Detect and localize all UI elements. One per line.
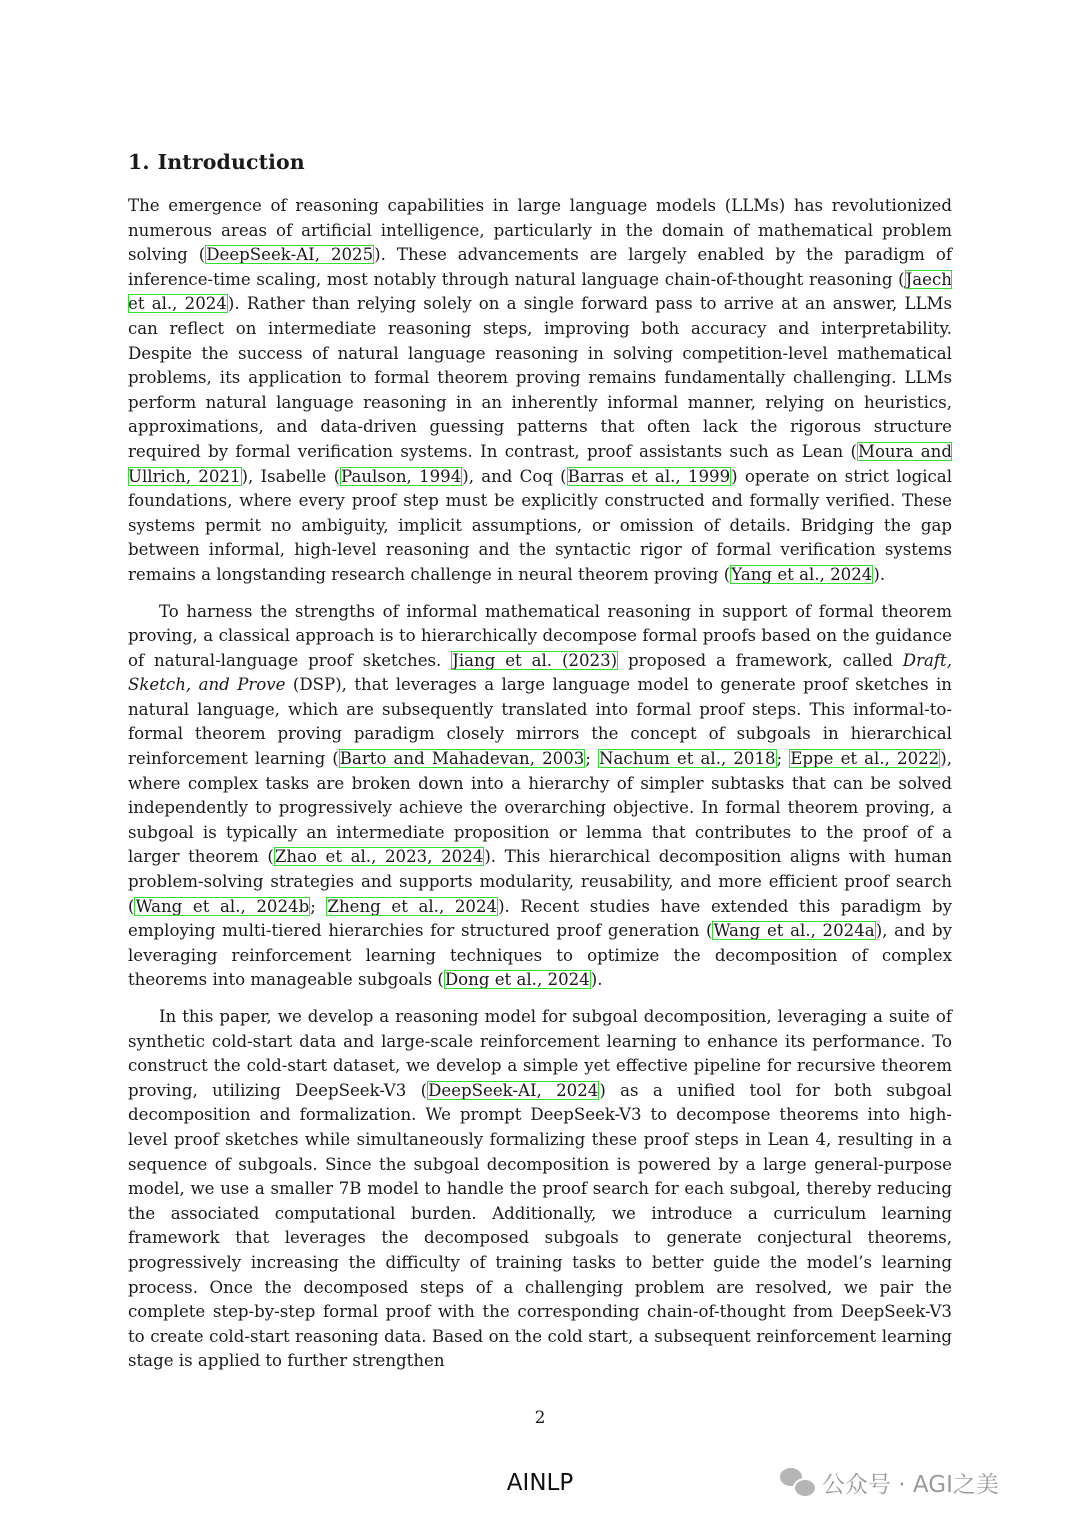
citation-link[interactable]: Paulson, 1994 [341, 466, 462, 486]
section-title: Introduction [157, 150, 305, 174]
citation-link[interactable]: Zhao et al., 2023, 2024 [274, 847, 484, 867]
citation-link[interactable]: Jiang et al. (2023) [452, 650, 618, 670]
section-heading [128, 150, 952, 174]
citation-link[interactable]: DeepSeek-AI, 2024 [428, 1080, 599, 1100]
text: ), and by leveraging reinforcement learning techniques to optimize the decomposition of complex theorems into manageable subgoals ( [128, 921, 953, 990]
paragraph-3 [128, 1005, 952, 1374]
text: ) as a unified tool for both subgoal decomposition and formalization. We prompt DeepSeek-V3 to decompose theorems into high-level proof sketches while simultaneously formalizing these proof steps in Lean 4, resulting in a sequence of subgoals. Since the subgoal decomposition is powered by a large general-purpose model, we use a smaller 7B model to handle the proof search for each subgoal, thereby reducing the associated computational burden. Additionally, we introduce a curriculum learning framework that leverages the decomposed subgoals to generate conjectural theorems, progressively increasing the difficulty of training tasks to better guide the model’s learning process. Once the decomposed steps of a challenging problem are resolved, we pair the complete step-by-step formal proof with the corresponding chain-of-thought from DeepSeek-V3 to create cold-start reasoning data. Based on the cold start, a subsequent reinforcement learning stage is applied to further strengthen [128, 1080, 952, 1371]
emphasis-text: Draft, Sketch, and Prove [128, 650, 952, 695]
paragraph-1 [128, 194, 952, 588]
text: The emergence of reasoning capabilities in large language models (LLMs) has revolutionized numerous areas of artificial intelligence, particularly in the domain of mathematical problem solving ( [128, 196, 952, 265]
footer-brand: AINLP [506, 1470, 574, 1496]
text: ; [585, 749, 599, 769]
text: ), and Coq ( [462, 466, 567, 486]
text: ) operate on strict logical foundations, where every proof step must be explicitly constructed and formally verified. These systems permit no ambiguity, implicit assumptions, or omission of details. Bridging the gap between informal, high-level reasoning and the syntactic rigor of formal verification systems remains a longstanding research challenge in neural theorem proving ( [128, 466, 953, 584]
text: ), where complex tasks are broken down into a hierarchy of simpler subtasks that can be solved independently to progressively achieve the overarching objective. In formal theorem proving, a subgoal is typically an intermediate proposition or lemma that contributes to the proof of a larger theorem ( [128, 749, 952, 867]
citation-link[interactable]: Barto and Mahadevan, 2003 [339, 749, 585, 769]
text: ). These advancements are largely enabled by the paradigm of inference-time scaling, most notably through natural language chain-of-thought reasoning ( [128, 245, 952, 289]
citation-link[interactable]: Wang et al., 2024a [713, 921, 875, 941]
text: (DSP), that leverages a large language model to generate proof sketches in natural language, which are subsequently translated into formal proof steps. This informal-to-formal theorem proving paradigm closely mirrors the concept of subgoals in hierarchical reinforcement learning ( [128, 675, 952, 769]
text: ). Recent studies have extended this paradigm by employing multi-tiered hierarchies for structured proof generation ( [128, 896, 952, 941]
text: ). [873, 564, 886, 584]
text: ), Isabelle ( [241, 466, 341, 486]
citation-link[interactable]: DeepSeek-AI, 2025 [206, 245, 374, 265]
text: To harness the strengths of informal mathematical reasoning in support of formal theorem proving, a classical approach is to hierarchically decompose formal proofs based on the guidance of natural-language proof sketches. [128, 601, 952, 670]
text: proposed a framework, called [618, 650, 903, 670]
citation-link[interactable]: Yang et al., 2024 [731, 564, 873, 584]
citation-link[interactable]: Dong et al., 2024 [444, 970, 590, 990]
citation-link[interactable]: Nachum et al., 2018 [599, 749, 776, 769]
citation-link[interactable]: Eppe et al., 2022 [790, 749, 940, 769]
wechat-icon [780, 1468, 814, 1498]
text: In this paper, we develop a reasoning model for subgoal decomposition, leveraging a suite of synthetic cold-start data and large-scale reinforcement learning to enhance its performance. To construct the cold-start dataset, we develop a simple yet effective pipeline for recursive theorem proving, utilizing DeepSeek-V3 ( [128, 1007, 952, 1100]
paper-page [128, 150, 952, 1386]
citation-link[interactable]: Wang et al., 2024b [135, 896, 310, 916]
text: ; [776, 749, 790, 769]
citation-link[interactable]: Zheng et al., 2024 [327, 896, 498, 916]
text: ; [310, 896, 327, 916]
section-number: 1. [128, 150, 150, 174]
text: ). Rather than relying solely on a single forward pass to arrive at an answer, LLMs can reflect on intermediate reasoning steps, improving both accuracy and interpretability. Despite the success of natural language reasoning in solving competition-level mathematical problems, its application to formal theorem proving remains fundamentally challenging. LLMs perform natural language reasoning in an inherently informal manner, relying on heuristics, approximations, and data-driven guessing patterns that often lack the rigorous structure required by formal verification systems. In contrast, proof assistants such as Lean ( [128, 294, 952, 461]
citation-link[interactable]: Moura and Ullrich, 2021 [128, 441, 952, 486]
page-number: 2 [534, 1408, 546, 1428]
citation-link[interactable]: Jaech et al., 2024 [128, 269, 952, 314]
text: ). This hierarchical decomposition aligns with human problem-solving strategies and supports modularity, reusability, and more efficient proof search ( [128, 847, 953, 916]
watermark-text: 公众号 · AGI之美 [822, 1472, 999, 1498]
citation-link[interactable]: Barras et al., 1999 [567, 466, 731, 486]
text: ). [590, 970, 603, 990]
wechat-watermark [780, 1466, 999, 1499]
paragraph-2 [128, 600, 952, 994]
